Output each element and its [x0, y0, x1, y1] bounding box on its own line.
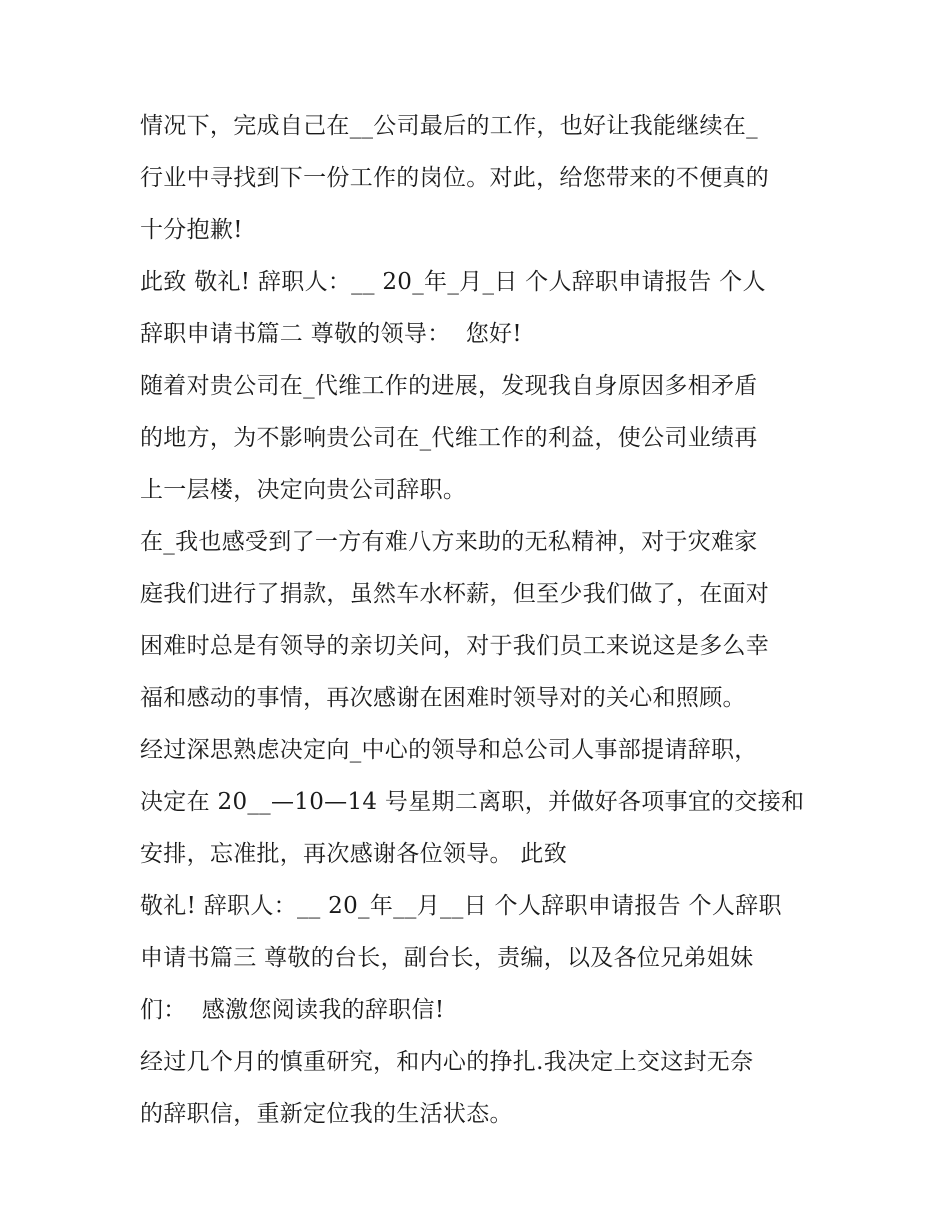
text-line: 经过几个月的慎重研究，和内心的挣扎.我决定上交这封无奈 [140, 1049, 754, 1075]
text-line: 们： 感激您阅读我的辞职信! [140, 997, 445, 1023]
text-line: 行业中寻找到下一份工作的岗位。对此，给您带来的不便真的 [140, 165, 770, 191]
text-line: 辞职申请书篇二 尊敬的领导： 您好! [140, 321, 522, 347]
text-line: 此致 敬礼! 辞职人：__ 20_年_月_日 个人辞职申请报告 个人 [140, 269, 766, 295]
text-line: 十分抱歉! [140, 217, 243, 243]
text-line: 申请书篇三 尊敬的台长，副台长，责编，以及各位兄弟姐妹 [140, 945, 754, 971]
text-line: 经过深思熟虑决定向_中心的领导和总公司人事部提请辞职， [140, 737, 758, 763]
text-line: 困难时总是有领导的亲切关问，对于我们员工来说这是多么幸 [140, 633, 770, 659]
document-body [140, 107, 820, 1147]
text-line: 决定在 20__—10—14 号星期二离职，并做好各项事宜的交接和 [140, 789, 805, 815]
text-line: 安排，忘准批，再次感谢各位领导。 此致 [140, 841, 568, 867]
text-line: 随着对贵公司在_代维工作的进展，发现我自身原因多相矛盾 [140, 373, 758, 399]
text-line: 庭我们进行了捐款，虽然车水杯薪，但至少我们做了，在面对 [140, 581, 770, 607]
text-line: 福和感动的事情，再次感谢在困难时领导对的关心和照顾。 [140, 685, 746, 711]
text-line: 的地方，为不影响贵公司在_代维工作的利益，使公司业绩再 [140, 425, 758, 451]
text-line: 情况下，完成自己在__公司最后的工作，也好让我能继续在_ [140, 113, 758, 139]
text-line: 敬礼! 辞职人：__ 20_年__月__日 个人辞职申请报告 个人辞职 [140, 893, 782, 919]
text-line: 上一层楼，决定向贵公司辞职。 [140, 477, 467, 503]
text-line: 在_我也感受到了一方有难八方来助的无私精神，对于灾难家 [140, 529, 758, 555]
text-line: 的辞职信，重新定位我的生活状态。 [140, 1101, 513, 1127]
